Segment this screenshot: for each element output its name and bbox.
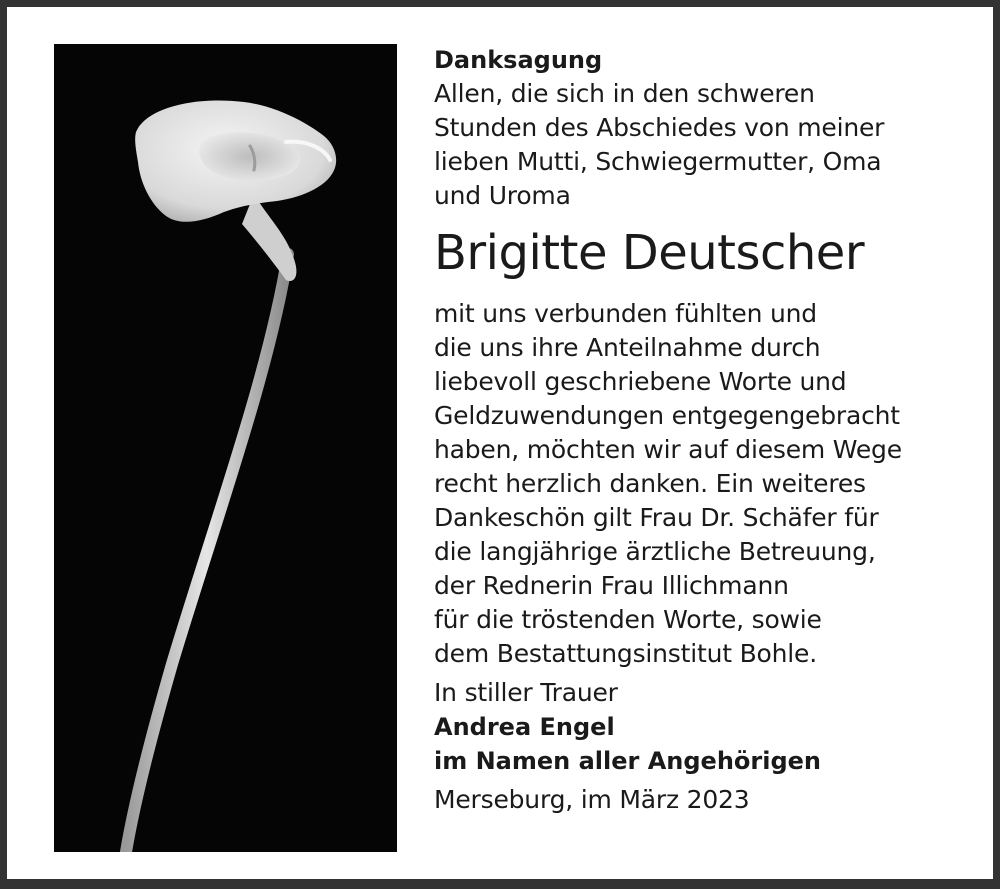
place-date: Merseburg, im März 2023 <box>434 785 750 814</box>
body-text: mit uns verbunden fühlten und die uns ihre Anteilnahme durch liebevoll geschriebene Worte und Geldzuwendungen entgegengebracht haben, möchten wir auf diesem Wege recht herzlich danken. Ein weiteres Dankeschön gilt Frau Dr. Schäfer für die langjährige ärztliche Betreuung, der Rednerin Frau Illichmann für die tröstenden Worte, sowie dem Bestattungsinstitut Bohle. <box>434 299 902 668</box>
heading: Danksagung <box>434 46 603 74</box>
signer-note: im Namen aller Angehörigen <box>434 747 822 775</box>
calla-lily-photo <box>54 44 397 852</box>
notice-text <box>434 43 974 817</box>
intro-text: Allen, die sich in den schweren Stunden des Abschiedes von meiner lieben Mutti, Schwiegermutter, Oma und Uroma <box>434 79 885 210</box>
obituary-notice <box>7 7 993 879</box>
deceased-name: Brigitte Deutscher <box>434 225 865 281</box>
mourning-line: In stiller Trauer <box>434 678 618 707</box>
calla-lily-icon <box>54 44 397 852</box>
signer-name: Andrea Engel <box>434 713 615 741</box>
